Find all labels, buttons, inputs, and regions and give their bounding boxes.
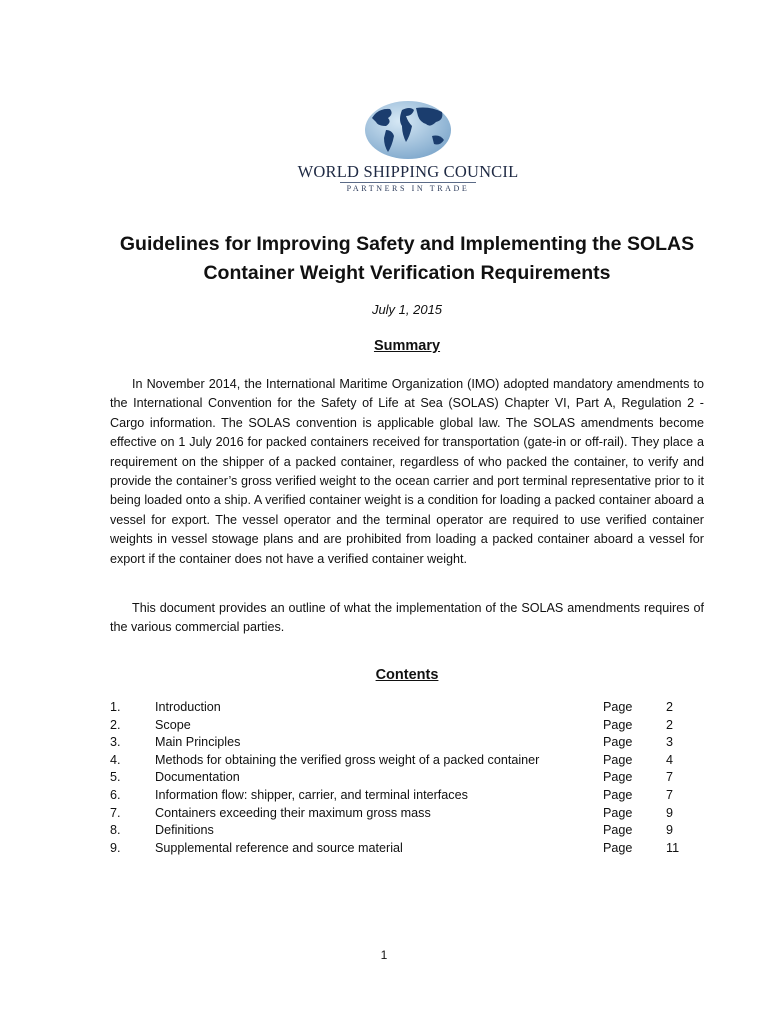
toc-title: Methods for obtaining the verified gross weight of a packed container xyxy=(155,752,540,767)
toc-page-number: 2 xyxy=(666,717,674,732)
toc-title: Definitions xyxy=(155,823,214,838)
logo-name: WORLD SHIPPING COUNCIL xyxy=(297,162,519,181)
toc-page-number: 3 xyxy=(666,735,674,750)
toc-number: 1. xyxy=(110,700,121,714)
toc-page-label: Page xyxy=(603,823,633,838)
toc-page-label: Page xyxy=(603,752,633,767)
logo-divider xyxy=(340,182,476,183)
toc-page-label: Page xyxy=(603,840,633,855)
toc-number: 6. xyxy=(110,787,121,802)
toc-page-number: 11 xyxy=(666,840,680,855)
toc-number: 8. xyxy=(110,823,121,838)
toc-title: Information flow: shipper, carrier, and terminal interfaces xyxy=(155,787,468,802)
summary-heading: Summary xyxy=(373,338,441,354)
toc-page-label: Page xyxy=(603,717,633,732)
toc-page-number: 2 xyxy=(666,700,674,714)
toc-number: 9. xyxy=(110,840,121,855)
toc-page-number: 9 xyxy=(666,823,674,838)
summary-paragraph: This document provides an outline of what the implementation of the SOLAS amendments requires of the various commercial parties. xyxy=(110,601,704,635)
contents-heading: Contents xyxy=(375,667,439,683)
toc-title: Containers exceeding their maximum gross mass xyxy=(155,805,431,820)
toc-entry[interactable] xyxy=(110,734,704,752)
toc-page-label: Page xyxy=(603,805,633,820)
toc-title: Main Principles xyxy=(155,735,241,750)
toc-title: Scope xyxy=(155,717,191,732)
toc-page-label: Page xyxy=(603,770,633,785)
toc-entry[interactable] xyxy=(110,769,704,787)
toc-page-number: 9 xyxy=(666,805,674,820)
toc-number: 7. xyxy=(110,805,121,820)
document-date: July 1, 2015 xyxy=(371,302,443,317)
toc-entry[interactable] xyxy=(110,717,704,735)
page-number: 1 xyxy=(380,948,388,962)
document-title: Guidelines for Improving Safety and Implementing the SOLAS Container Weight Verification Requirements xyxy=(119,233,695,284)
toc-number: 5. xyxy=(110,770,121,785)
toc-number: 3. xyxy=(110,735,121,750)
toc-title: Introduction xyxy=(155,700,221,714)
table-of-contents xyxy=(110,699,704,857)
toc-entry[interactable] xyxy=(110,699,704,717)
toc-number: 4. xyxy=(110,752,121,767)
toc-entry[interactable] xyxy=(110,822,704,840)
toc-title: Supplemental reference and source material xyxy=(155,840,403,855)
globe-icon xyxy=(364,100,452,160)
summary-paragraph: In November 2014, the International Maritime Organization (IMO) adopted mandatory amendments to the International Convention for the Safety of Life at Sea (SOLAS) Chapter VI, Part A, Regulation 2 - Cargo information. The SOLAS convention is applicable global law. The SOLAS amendments become effective on 1 July 2016 for packed containers received for transportation (gate-in or off-rail). They place a requirement on the shipper of a packed container, regardless of who packed the container, to verify and provide the container’s gross verified weight to the ocean carrier and port terminal representative prior to it being loaded onto a ship. A verified container weight is a condition for loading a packed container aboard a vessel for export. The vessel operator and the terminal operator are required to use verified container weights in vessel stowage plans and are prohibited from loading a packed container aboard a vessel for export if the container does not have a verified container weight. xyxy=(110,377,704,566)
toc-entry[interactable] xyxy=(110,752,704,770)
toc-page-label: Page xyxy=(603,735,633,750)
toc-title: Documentation xyxy=(155,770,240,785)
world-shipping-council-logo xyxy=(296,100,520,196)
toc-entry[interactable] xyxy=(110,805,704,823)
toc-page-label: Page xyxy=(603,700,633,714)
toc-entry[interactable] xyxy=(110,840,704,858)
toc-page-label: Page xyxy=(603,787,633,802)
toc-number: 2. xyxy=(110,717,121,732)
toc-page-number: 4 xyxy=(666,752,674,767)
logo-tagline: PARTNERS IN TRADE xyxy=(346,184,470,193)
toc-entry[interactable] xyxy=(110,787,704,805)
toc-page-number: 7 xyxy=(666,787,674,802)
toc-page-number: 7 xyxy=(666,770,674,785)
